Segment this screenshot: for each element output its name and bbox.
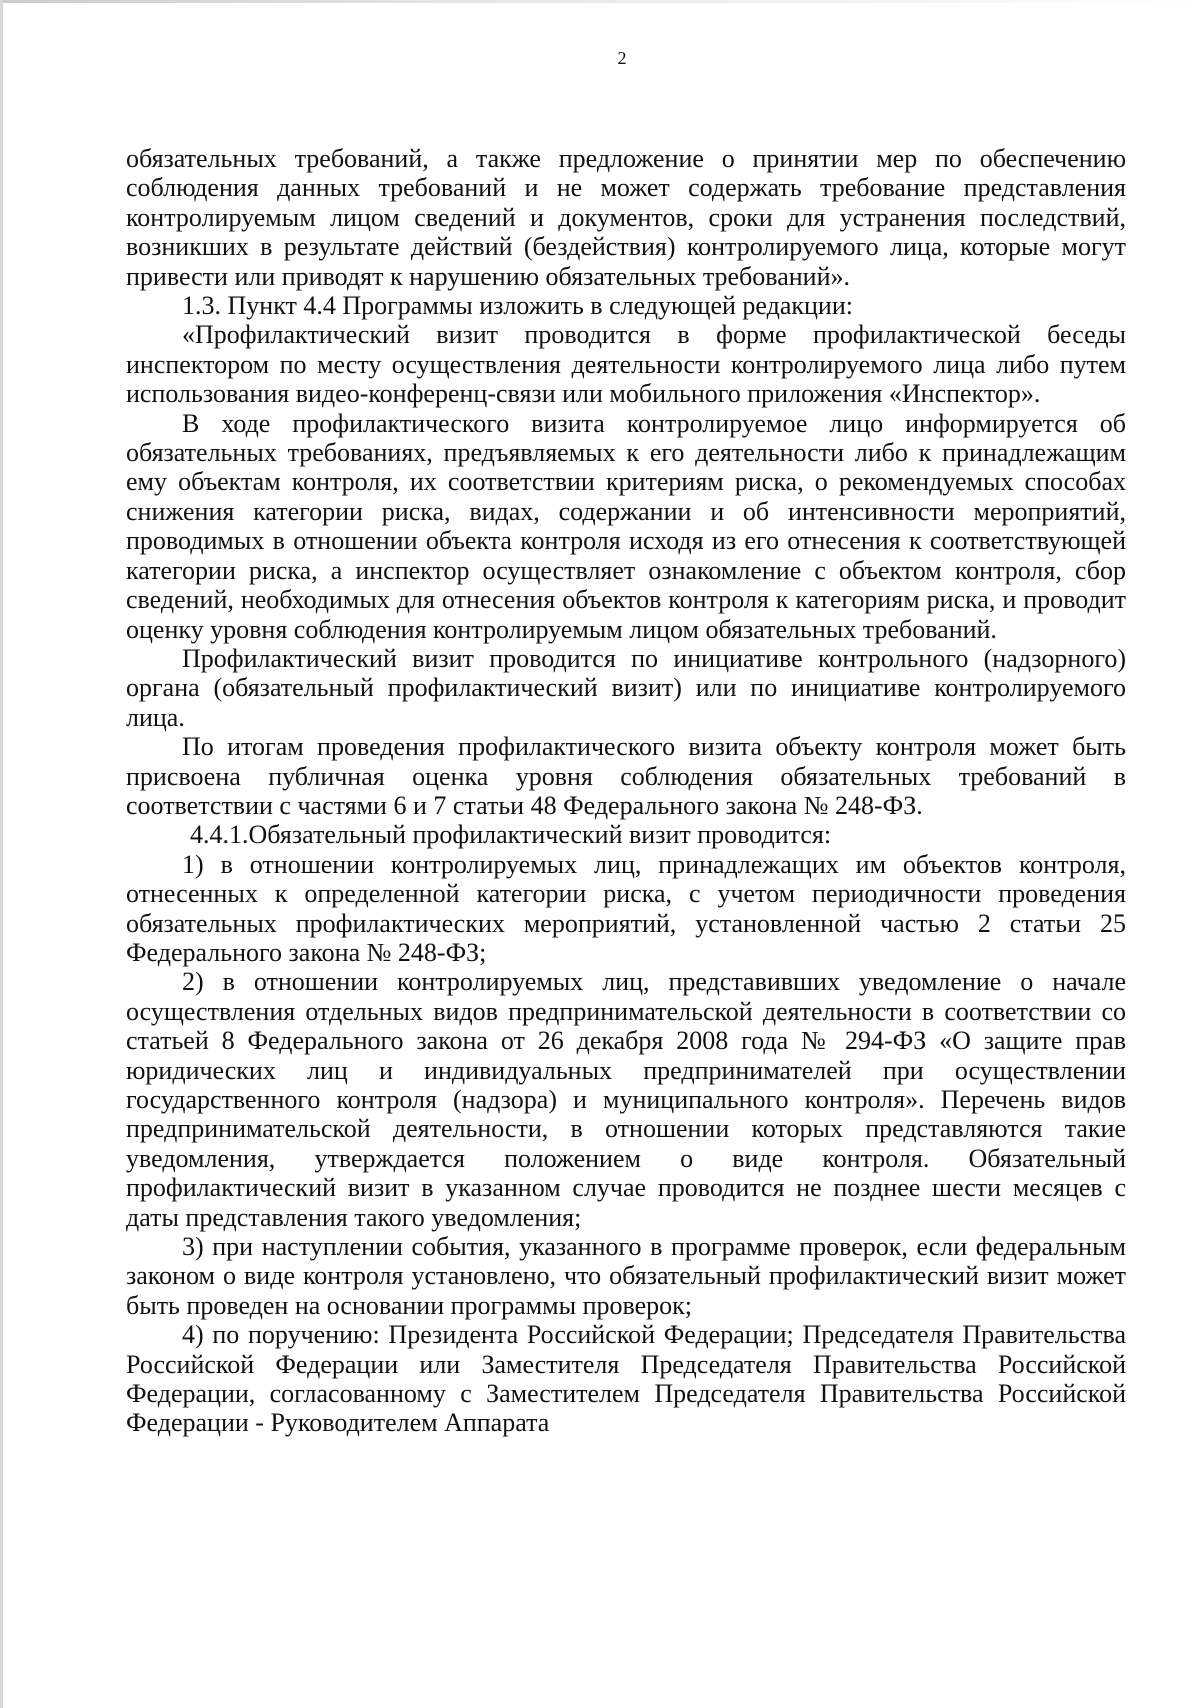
paragraph: В ходе профилактического визита контролируемое лицо информируется об обязательных требованиях, предъявляемых к его деятельности либо к принадлежащим ему объектам контроля, их соответствии критериям риска, о рекомендуемых способах снижения категории риска, видах, содержании и об интенсивности мероприятий, проводимых в отношении объекта контроля исходя из его отнесения к соответствующей категории риска, а инспектор осуществляет ознакомление с объектом контроля, сбор сведений, необходимых для отнесения объектов контроля к категориям риска, и проводит оценку уровня соблюдения контролируемым лицом обязательных требований. [126,408,1126,644]
paragraph: Профилактический визит проводится по инициативе контрольного (надзорного) органа (обязательный профилактический визит) или по инициативе контролируемого лица. [126,643,1126,732]
document-body [126,144,1126,1438]
paragraph: 4.4.1.Обязательный профилактический визит проводится: [190,820,832,850]
scan-edge-left [0,0,3,1708]
paragraph: 1.3. Пункт 4.4 Программы изложить в следующей редакции: [182,291,853,321]
paragraph: «Профилактический визит проводится в форме профилактической беседы инспектором по месту осуществления деятельности контролируемого лица либо путем использования видео-конференц-связи или мобильного приложения «Инспектор». [126,320,1126,409]
paragraph: По итогам проведения профилактического визита объекту контроля может быть присвоена публичная оценка уровня соблюдения обязательных требований в соответствии с частями 6 и 7 статьи 48 Федерального закона № 248-ФЗ. [126,732,1126,820]
list-item: 4) по поручению: Президента Российской Федерации; Председателя Правительства Российской Федерации или Заместителя Председателя Правительства Российской Федерации, согласованному с Заместителем Председателя Правительства Российской Федерации - Руководителем Аппарата [126,1320,1126,1438]
list-item: 1) в отношении контролируемых лиц, принадлежащих им объектов контроля, отнесенных к определенной категории риска, с учетом периодичности проведения обязательных профилактических мероприятий, установленной частью 2 статьи 25 Федерального закона № 248-ФЗ; [126,849,1126,967]
paragraph: обязательных требований, а также предложение о принятии мер по обеспечению соблюдения данных требований и не может содержать требование представления контролируемым лицом сведений и документов, сроки для устранения последствий, возникших в результате действий (бездействия) контролируемого лица, которые могут привести или приводят к нарушению обязательных требований». [126,144,1126,291]
scan-edge [0,0,1200,3]
list-item: 2) в отношении контролируемых лиц, представивших уведомление о начале осуществления отдельных видов предпринимательской деятельности в соответствии со статьей 8 Федерального закона от 26 декабря 2008 года № 294-ФЗ «О защите прав юридических лиц и индивидуальных предпринимателей при осуществлении государственного контроля (надзора) и муниципального контроля». Перечень видов предпринимательской деятельности, в отношении которых представляются такие уведомления, утверждается положением о виде контроля. Обязательный профилактический визит в указанном случае проводится не позднее шести месяцев с даты представления такого уведомления; [126,967,1126,1232]
list-item: 3) при наступлении события, указанного в программе проверок, если федеральным законом о виде контроля установлено, что обязательный профилактический визит может быть проведен на основании программы проверок; [126,1232,1126,1320]
page-number: 2 [617,48,627,68]
